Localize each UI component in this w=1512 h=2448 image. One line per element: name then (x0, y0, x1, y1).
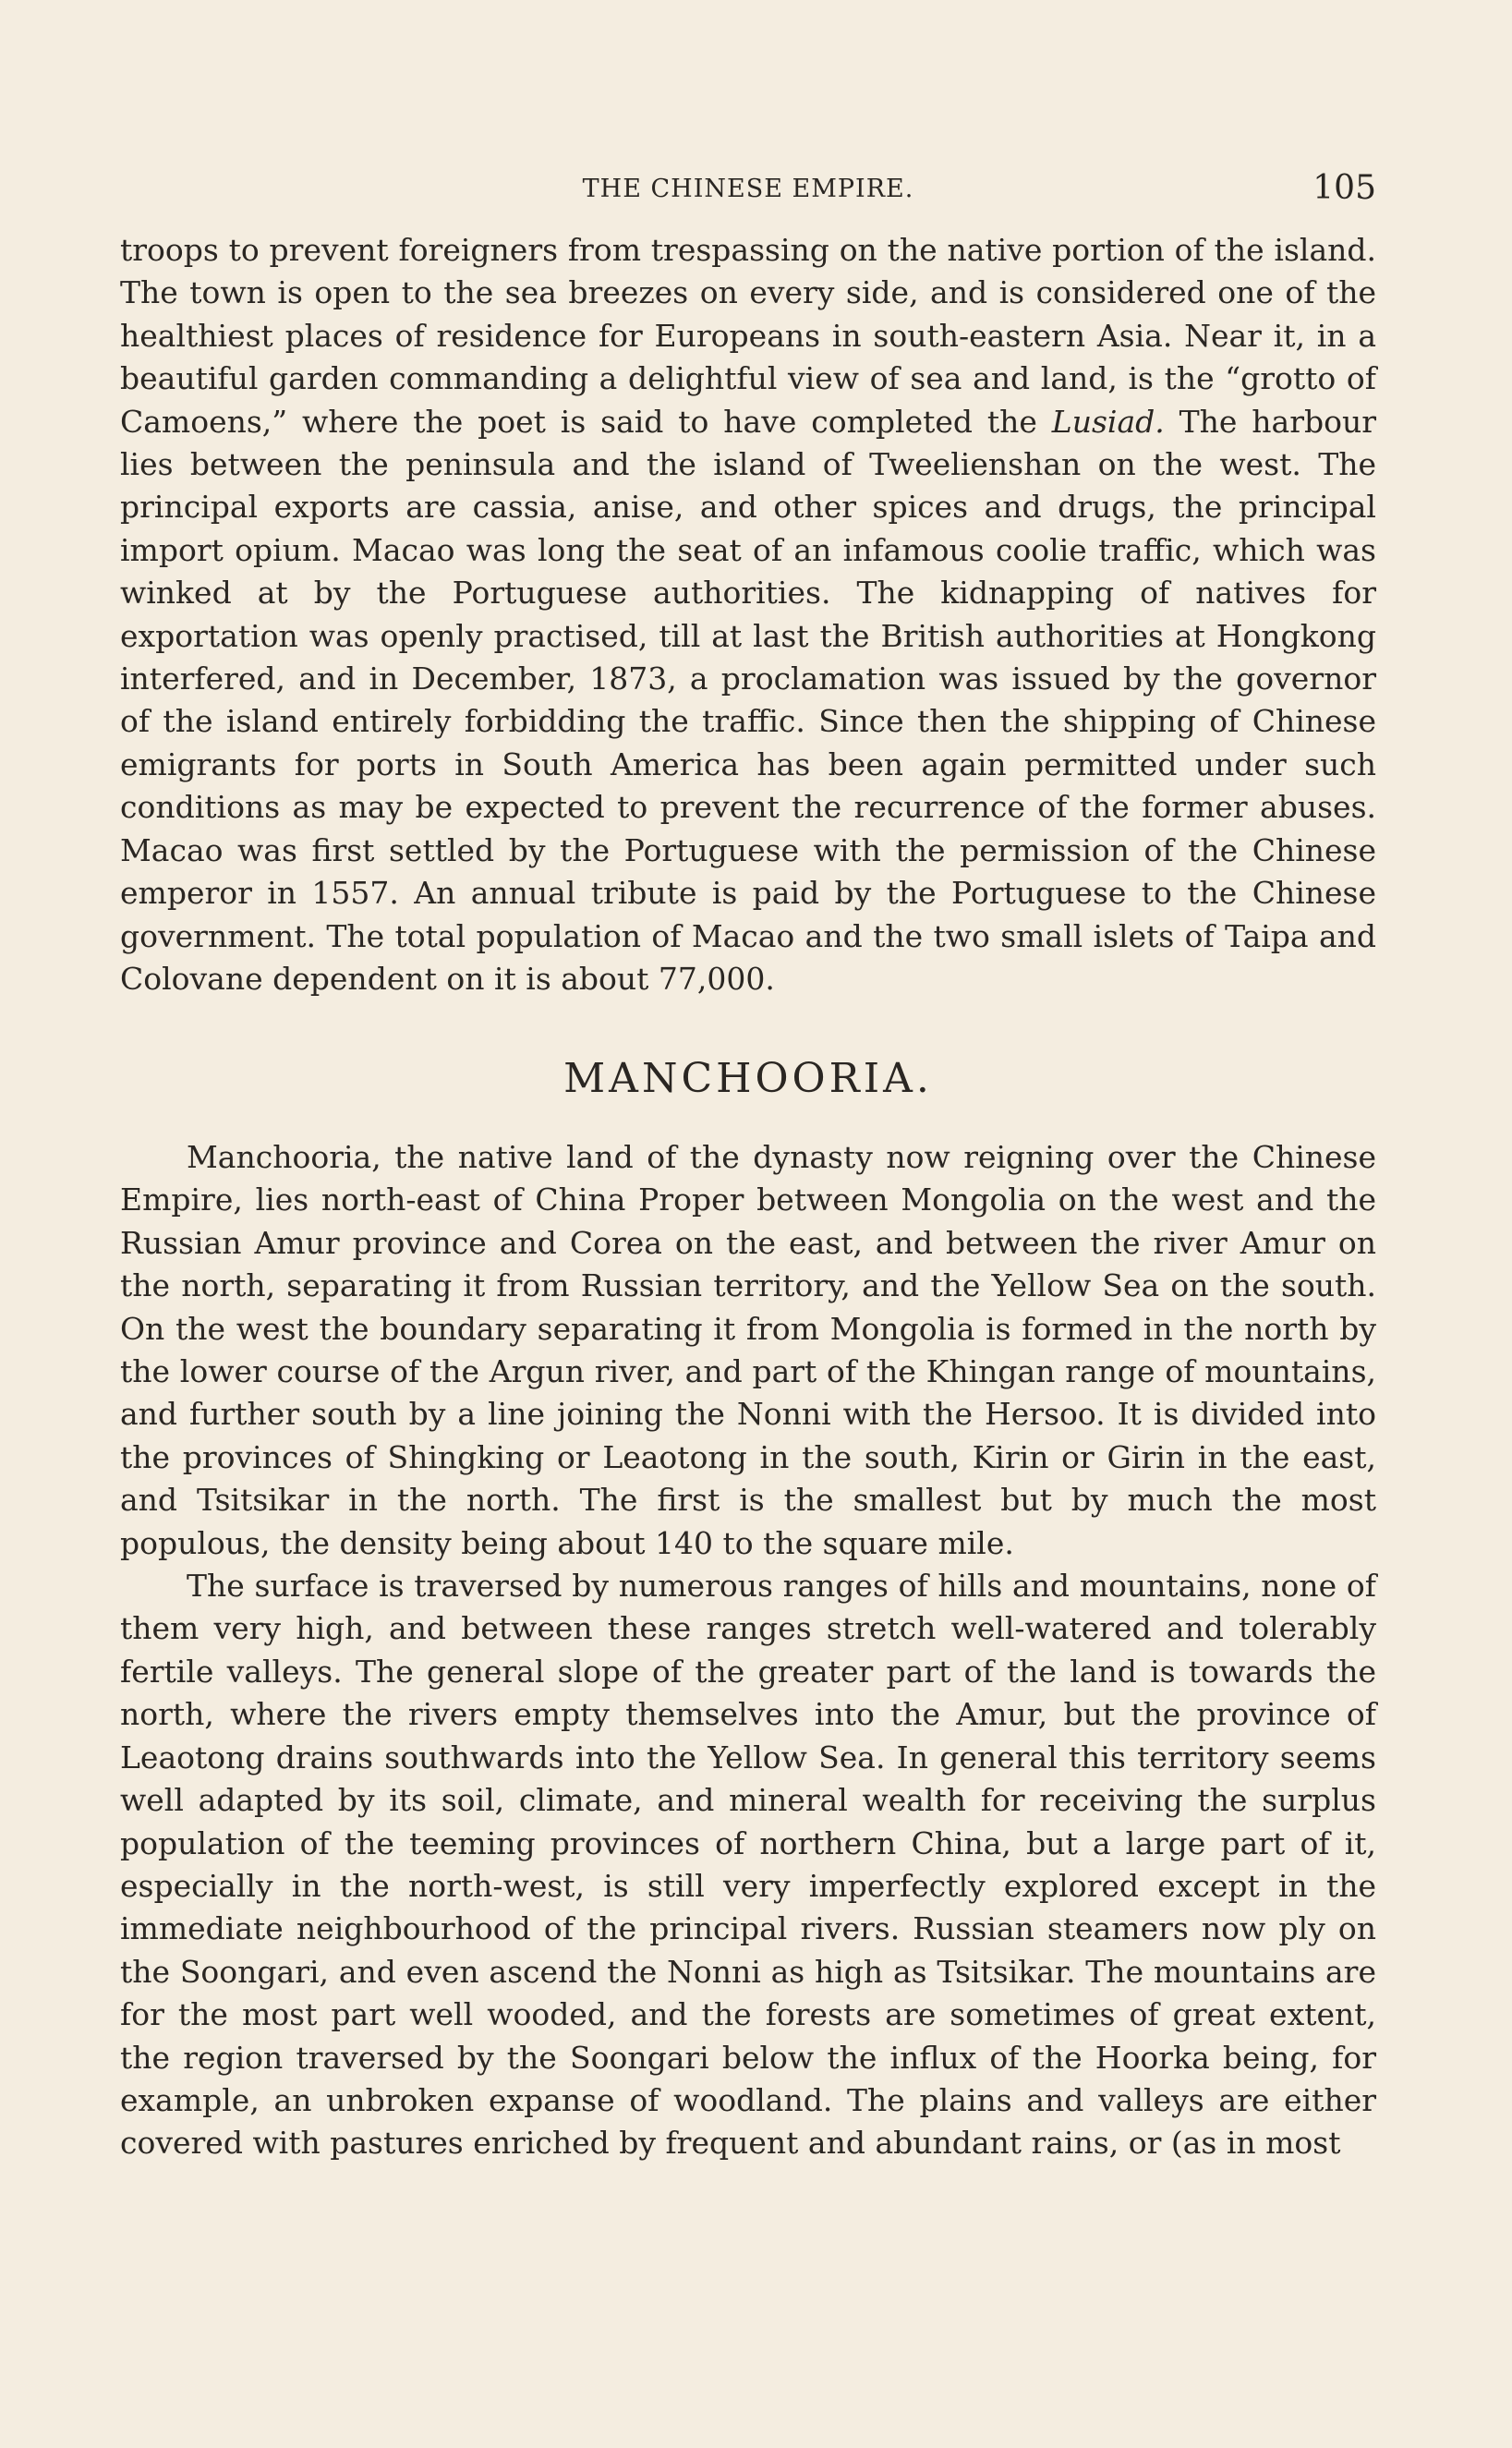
paragraph: The surface is traversed by numerous ranges of hills and mountains, none of them very high, and between these ranges stretch well-watered and tolerably fertile valleys. The general slope of the greater part of the land is towards the north, where the rivers empty themselves into the Amur, but the province of Leaotong drains southwards into the Yellow Sea. In general this territory seems well adapted by its soil, climate, and mineral wealth for receiving the surplus population of the teeming provinces of northern China, but a large part of it, especially in the north-west, is still very imperfectly explored except in the immediate neighbourhood of the principal rivers. Russian steamers now ply on the Soongari, and even ascend the Nonni as high as Tsitsikar. The mountains are for the most part well wooded, and the forests are sometimes of great extent, the region traversed by the Soongari below the influx of the Hoorka being, for example, an unbroken expanse of woodland. The plains and valleys are either covered with pastures enriched by frequent and abundant rains, or (as in most (120, 1568, 1376, 2162)
section-heading: MANCHOORIA. (563, 1055, 933, 1102)
paragraph-text: The harbour lies between the peninsula and the island of Tweelienshan on the west. The principal exports are cassia, anise, and other spices and drugs, the principal import opium. Macao was long the seat of an infamous coolie traffic, which was winked at by the Portuguese authorities. The kidnapping of natives for exportation was openly practised, till at last the British authorities at Hongkong interfered, and in December, 1873, a proclamation was issued by the governor of the island entirely forbidding the traffic. Since then the shipping of Chinese emigrants for ports in South America has been again permitted under such conditions as may be expected to prevent the recurrence of the former abuses. Macao was first settled by the Portuguese with the permission of the Chinese emperor in 1557. An annual tribute is paid by the Portuguese to the Chinese government. The total population of Macao and the two small islets of Taipa and Colovane dependent on it is about 77,000. (120, 403, 1376, 997)
running-title: THE CHINESE EMPIRE. (582, 175, 914, 203)
paragraph-text: troops to prevent foreigners from trespassing on the native portion of the island. The town is open to the sea breezes on every side, and is considered one of the healthiest places of residence for Europeans in south-eastern Asia. Near it, in a beautiful garden commanding a delightful view of sea and land, is the “grotto of Camoens,” where the poet is said to have completed the (120, 232, 1376, 440)
running-head (120, 169, 1376, 210)
paragraph: Manchooria, the native land of the dynasty now reigning over the Chinese Empire, lies north-east of China Proper between Mongolia on the west and the Russian Amur province and Corea on the east, and between the river Amur on the north, separating it from Russian territory, and the Yellow Sea on the south. On the west the boundary separating it from Mongolia is formed in the north by the lower course of the Argun river, and part of the Khingan range of mountains, and further south by a line joining the Nonni with the Hersoo. It is divided into the provinces of Shingking or Leaotong in the south, Kirin or Girin in the east, and Tsitsikar in the north. The first is the smallest but by much the most populous, the density being about 140 to the square mile. (120, 1139, 1376, 1561)
paragraph (120, 229, 1376, 1000)
section-body (120, 1136, 1376, 2165)
page-number: 105 (1312, 169, 1376, 207)
italic-title: Lusiad. (1051, 403, 1165, 440)
continued-paragraph (120, 229, 1376, 1000)
